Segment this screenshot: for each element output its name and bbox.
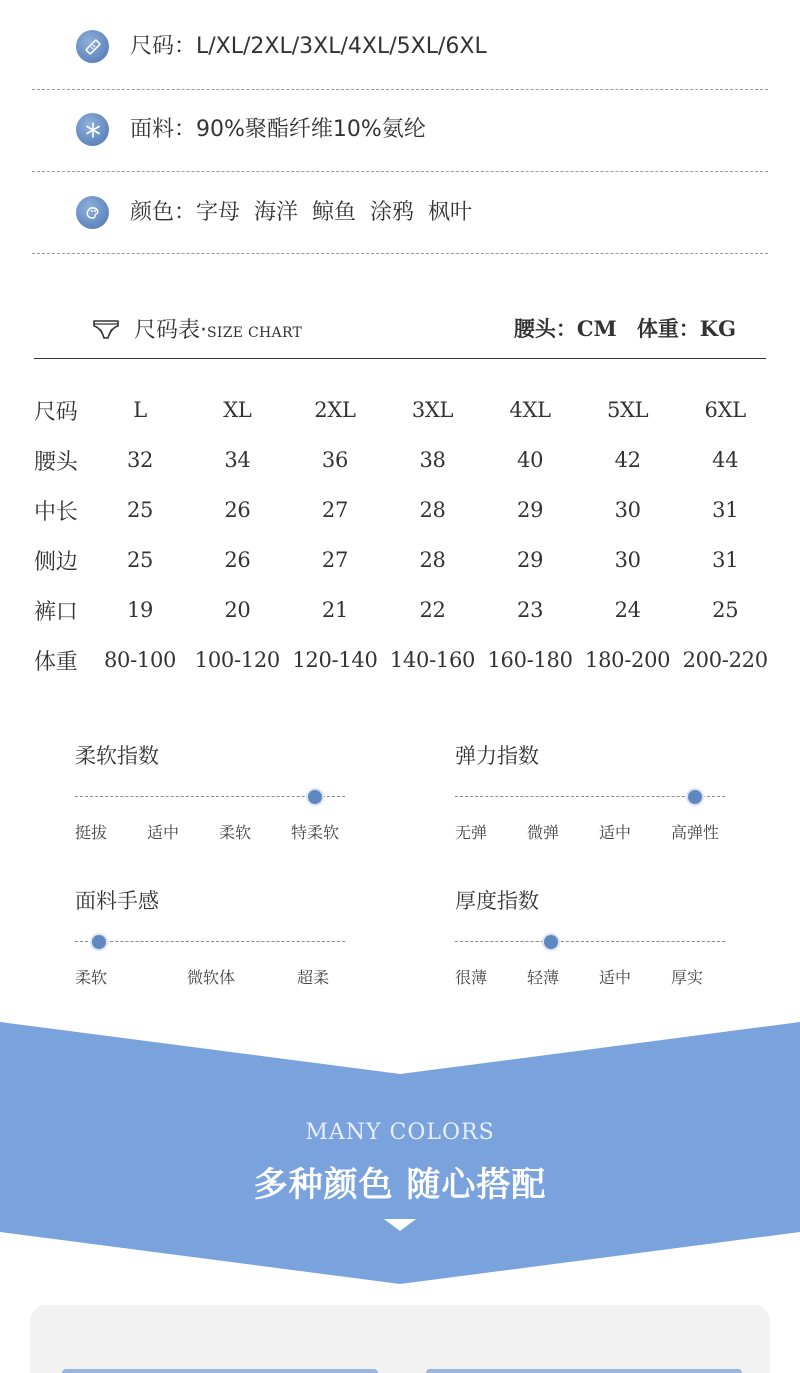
index-marker: [308, 790, 322, 804]
table-cell: 38: [419, 448, 446, 472]
table-cell: 31: [712, 548, 739, 572]
table-row: [34, 635, 774, 685]
table-cell: 2XL: [314, 398, 356, 422]
table-row: [34, 485, 774, 535]
table-cell: 42: [614, 448, 641, 472]
index-option: 微软体: [187, 968, 236, 987]
banner-title-en: MANY COLORS: [305, 1120, 495, 1145]
table-cell: XL: [223, 398, 252, 422]
table-cell: 200-220: [682, 648, 768, 672]
spec-size-text: 尺码：L/XL/2XL/3XL/4XL/5XL/6XL: [130, 34, 487, 59]
table-cell: 30: [614, 498, 641, 522]
spec-row-fabric: [32, 90, 768, 172]
table-row: [34, 435, 774, 485]
table-cell: 44: [712, 448, 739, 472]
table-cell: 3XL: [411, 398, 454, 422]
spec-row-size: [32, 30, 768, 90]
table-cell: 31: [712, 498, 739, 522]
index-option: 适中: [147, 823, 180, 842]
table-cell: 34: [224, 448, 251, 472]
index-scale-line: [75, 941, 345, 942]
table-cell: 30: [614, 548, 641, 572]
index-marker: [544, 935, 558, 949]
table-cell: 22: [419, 598, 446, 622]
snowflake-icon: [76, 113, 109, 146]
index-marker: [92, 935, 106, 949]
index-title: 柔软指数: [75, 744, 159, 768]
table-cell: 29: [517, 498, 544, 522]
table-cell: 32: [126, 448, 154, 472]
table-cell: 19: [126, 598, 154, 622]
index-scale-line: [75, 796, 345, 797]
index-option: 柔软: [219, 823, 252, 842]
row-header: 裤口: [34, 599, 78, 625]
table-cell: 6XL: [704, 398, 746, 422]
index-scale-line: [455, 796, 725, 797]
table-cell: 25: [712, 598, 739, 622]
index-options: [75, 965, 345, 989]
colors-banner: [0, 1022, 800, 1284]
index-marker: [688, 790, 702, 804]
table-cell: 36: [321, 448, 349, 472]
table-row: [34, 585, 774, 635]
ruler-icon: [76, 30, 109, 63]
table-cell: 160-180: [487, 648, 573, 672]
spec-row-color: [32, 172, 768, 254]
chevron-down-icon: [384, 1219, 416, 1231]
index-scale-line: [455, 941, 725, 942]
table-cell: 25: [126, 548, 154, 572]
index-title: 面料手感: [75, 889, 159, 913]
index-option: 微弹: [527, 823, 560, 842]
index-option: 无弹: [455, 823, 488, 842]
size-chart-units: 腰头：CM 体重：KG: [513, 316, 736, 341]
table-cell: 40: [517, 448, 544, 472]
table-row: [34, 535, 774, 585]
table-cell: 5XL: [606, 398, 649, 422]
row-header: 侧边: [34, 549, 78, 575]
row-header: 尺码: [34, 399, 78, 425]
index-elasticity: [455, 740, 725, 860]
table-cell: 120-140: [292, 648, 378, 672]
row-header: 腰头: [34, 449, 78, 475]
index-option: 超柔: [297, 968, 330, 987]
index-title: 厚度指数: [455, 889, 539, 913]
table-cell: 26: [224, 548, 251, 572]
table-cell: 28: [419, 498, 446, 522]
index-option: 很薄: [455, 968, 488, 987]
index-options: [75, 820, 345, 844]
index-option: 厚实: [671, 968, 704, 987]
table-row: [34, 385, 774, 435]
table-cell: 20: [224, 598, 251, 622]
index-option: 特柔软: [291, 823, 340, 842]
index-softness: [75, 740, 345, 860]
index-title: 弹力指数: [455, 744, 539, 768]
table-cell: 27: [321, 498, 349, 522]
row-header: 中长: [34, 499, 78, 525]
table-cell: 23: [517, 598, 544, 622]
table-cell: 4XL: [509, 398, 551, 422]
table-cell: 24: [614, 598, 641, 622]
color-preview-card: [30, 1305, 770, 1373]
table-cell: 140-160: [389, 648, 476, 672]
table-cell: L: [133, 398, 147, 422]
table-cell: 21: [321, 598, 349, 622]
index-options: [455, 820, 725, 844]
index-option: 适中: [599, 823, 632, 842]
banner-title-cn: 多种颜色 随心搭配: [253, 1165, 547, 1205]
table-cell: 80-100: [104, 648, 177, 672]
index-option: 高弹性: [671, 823, 720, 842]
table-cell: 100-120: [194, 648, 280, 672]
table-cell: 180-200: [585, 648, 671, 672]
spec-fabric-text: 面料：90%聚酯纤维10%氨纶: [130, 117, 426, 142]
index-option: 挺拔: [75, 823, 108, 842]
card-strip-right: [426, 1369, 742, 1373]
table-cell: 25: [126, 498, 154, 522]
table-cell: 29: [517, 548, 544, 572]
index-fabric-feel: [75, 885, 345, 1005]
spec-color-text: 颜色：字母 海洋 鲸鱼 涂鸦 枫叶: [130, 200, 472, 225]
palette-icon: [76, 196, 109, 229]
briefs-icon: [92, 318, 120, 340]
table-cell: 27: [321, 548, 349, 572]
banner-background: [0, 1022, 800, 1284]
card-strip-left: [62, 1369, 378, 1373]
index-option: 轻薄: [527, 968, 560, 987]
table-cell: 26: [224, 498, 251, 522]
size-chart-header: [34, 310, 766, 359]
table-cell: 28: [419, 548, 446, 572]
size-table: [34, 385, 774, 685]
index-thickness: [455, 885, 725, 1005]
index-options: [455, 965, 725, 989]
size-chart-title: 尺码表·SIZE CHART: [134, 318, 303, 343]
index-option: 适中: [599, 968, 632, 987]
index-option: 柔软: [75, 968, 108, 987]
row-header: 体重: [34, 649, 78, 675]
